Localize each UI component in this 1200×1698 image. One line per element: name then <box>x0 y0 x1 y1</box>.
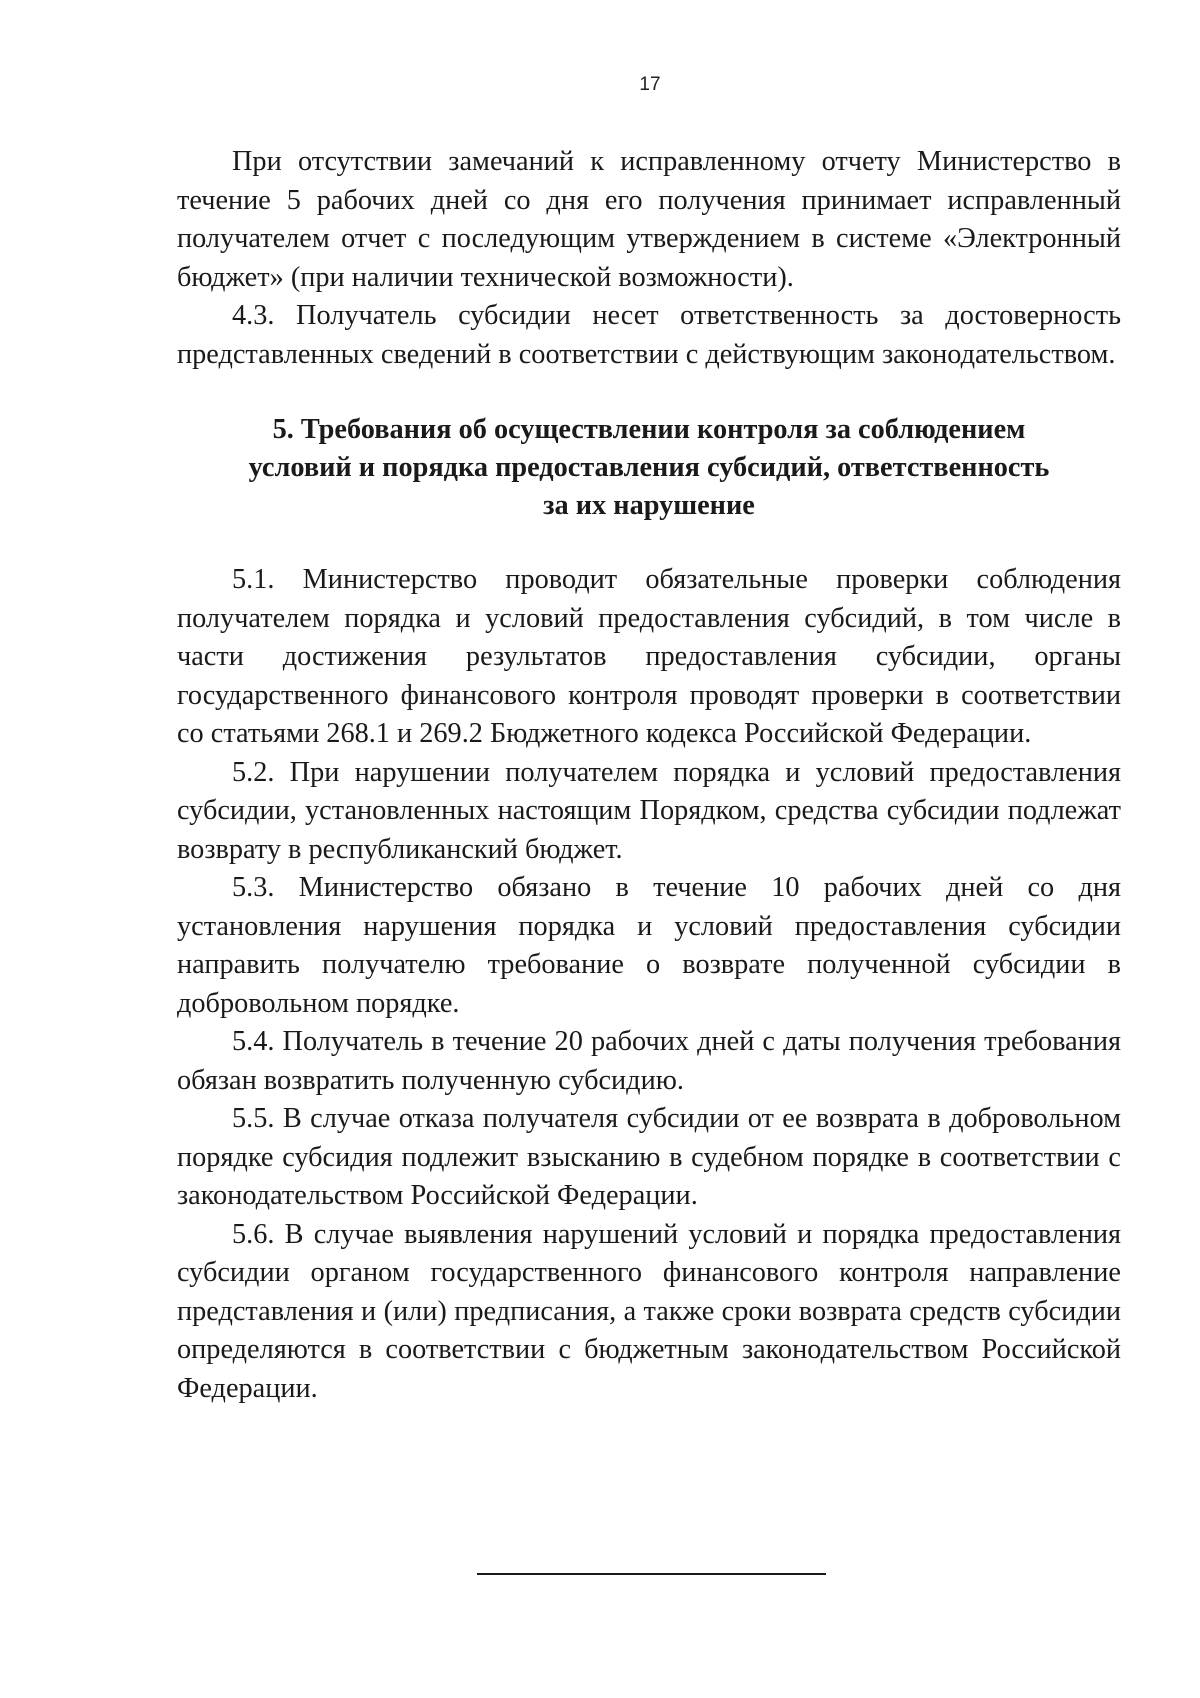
paragraph-report-acceptance: При отсутствии замечаний к исправленному отчету Министерство в течение 5 рабочих дней со дня его получения принимает исправленный получателем отчет с последующим утверждением в системе «Электронный бюджет» (при наличии технической возможности). <box>177 146 1121 293</box>
page-number: 17 <box>639 74 661 95</box>
paragraph-5-2: 5.2. При нарушении получателем порядка и условий предоставления субсидии, установленных настоящим Порядком, средства субсидии подлежат возврату в республиканский бюджет. <box>177 756 1121 865</box>
document-body <box>177 143 1121 1408</box>
end-of-document-rule <box>477 1573 826 1575</box>
paragraph-5-6: 5.6. В случае выявления нарушений условий и порядка предоставления субсидии органом государственного финансового контроля направление представления и (или) предписания, а также сроки возврата средств субсидии определяются в соответствии с бюджетным законодательством Российской Федерации. <box>177 1218 1121 1404</box>
paragraph-4-3: 4.3. Получатель субсидии несет ответственность за достоверность представленных сведений в соответствии с действующим законодательством. <box>177 300 1121 370</box>
section-heading-line-1: 5. Требования об осуществлении контроля за соблюдением <box>272 414 1026 445</box>
paragraph-5-3: 5.3. Министерство обязано в течение 10 рабочих дней со дня установления нарушения порядка и условий предоставления субсидии направить получателю требование о возврате полученной субсидии в добровольном порядке. <box>177 872 1121 1019</box>
paragraph-5-5: 5.5. В случае отказа получателя субсидии от ее возврата в добровольном порядке субсидия подлежит взысканию в судебном порядке в соответствии с законодательством Российской Федерации. <box>177 1103 1121 1211</box>
paragraph-5-1: 5.1. Министерство проводит обязательные проверки соблюдения получателем порядка и условий предоставления субсидий, в том числе в части достижения результатов предоставления субсидии, органы государственного финансового контроля проводят проверки в соответствии со статьями 268.1 и 269.2 Бюджетного кодекса Российской Федерации. <box>177 564 1121 749</box>
paragraph-5-4: 5.4. Получатель в течение 20 рабочих дней с даты получения требования обязан возвратить полученную субсидию. <box>177 1026 1121 1096</box>
section-heading-line-2: условий и порядка предоставления субсидий, ответственность <box>248 452 1050 483</box>
section-5-heading <box>177 374 1121 561</box>
section-heading-line-3: за их нарушение <box>543 490 755 521</box>
